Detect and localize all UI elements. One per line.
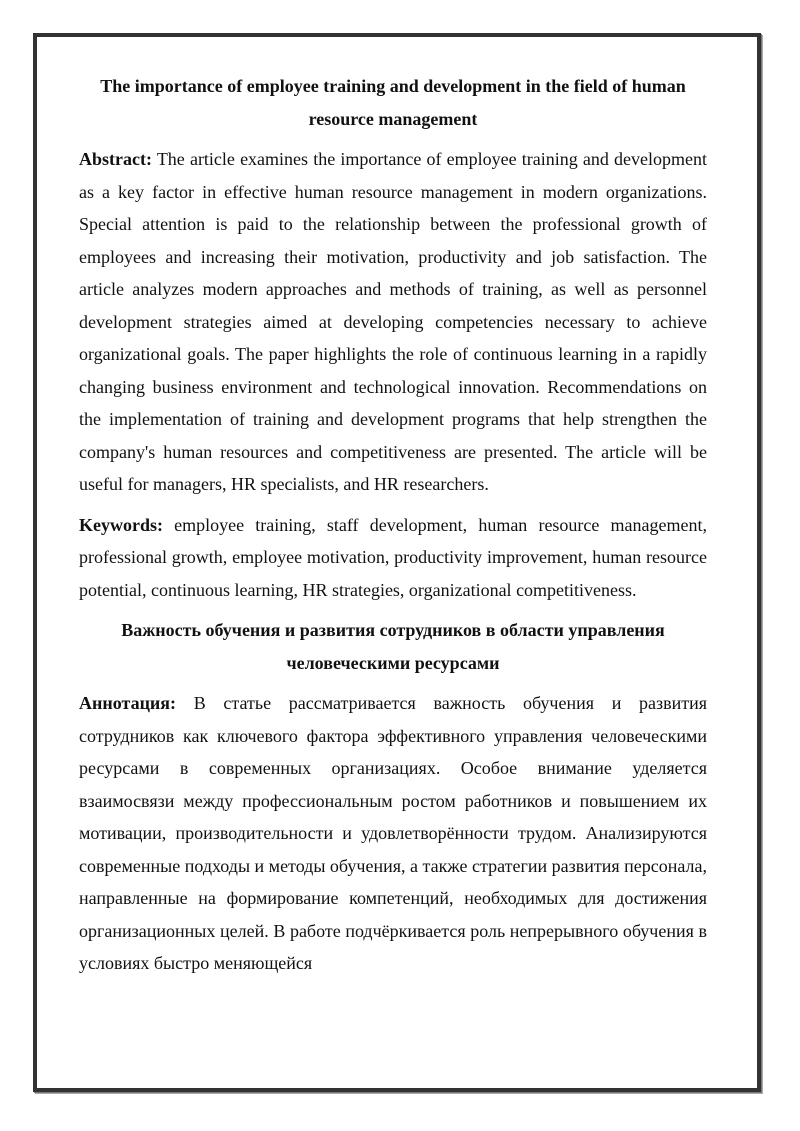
document-content bbox=[79, 70, 707, 988]
annotation-paragraph bbox=[79, 687, 707, 980]
abstract-paragraph bbox=[79, 143, 707, 501]
abstract-text: The article examines the importance of employee training and development as a key factor in effective human resource management in modern organizations. Special attention is paid to the relationship between the professional growth of employees and increasing their motivation, productivity and job satisfaction. The article analyzes modern approaches and methods of training, as well as personnel development strategies aimed at developing competencies necessary to achieve organizational goals. The paper highlights the role of continuous learning in a rapidly changing business environment and technological innovation. Recommendations on the implementation of training and development programs that help strengthen the company's human resources and competitiveness are presented. The article will be useful for managers, HR specialists, and HR researchers. bbox=[79, 149, 707, 494]
english-title: The importance of employee training and development in the field of human resource management bbox=[100, 76, 686, 129]
annotation-text: В статье рассматривается важность обучения и развития сотрудников как ключевого фактора эффективного управления человеческими ресурсами в современных организациях. Особое внимание уделяется взаимосвязи между профессиональным ростом работников и повышением их мотивации, производительности и удовлетворённости трудом. Анализируются современные подходы и методы обучения, а также стратегии развития персонала, направленные на формирование компетенций, необходимых для достижения организационных целей. В работе подчёркивается роль непрерывного обучения в условиях быстро меняющейся bbox=[79, 693, 707, 973]
abstract-label: Abstract: bbox=[79, 149, 152, 169]
keywords-text: employee training, staff development, human resource management, professional growth, employee motivation, productivity improvement, human resource potential, continuous learning, HR strategies, organizational competitiveness. bbox=[79, 514, 708, 600]
annotation-label: Аннотация: bbox=[79, 693, 177, 713]
keywords-paragraph bbox=[79, 509, 707, 607]
keywords-label: Keywords: bbox=[79, 514, 163, 535]
russian-title: Важность обучения и развития сотрудников в области управления человеческими ресурсами bbox=[121, 620, 665, 673]
